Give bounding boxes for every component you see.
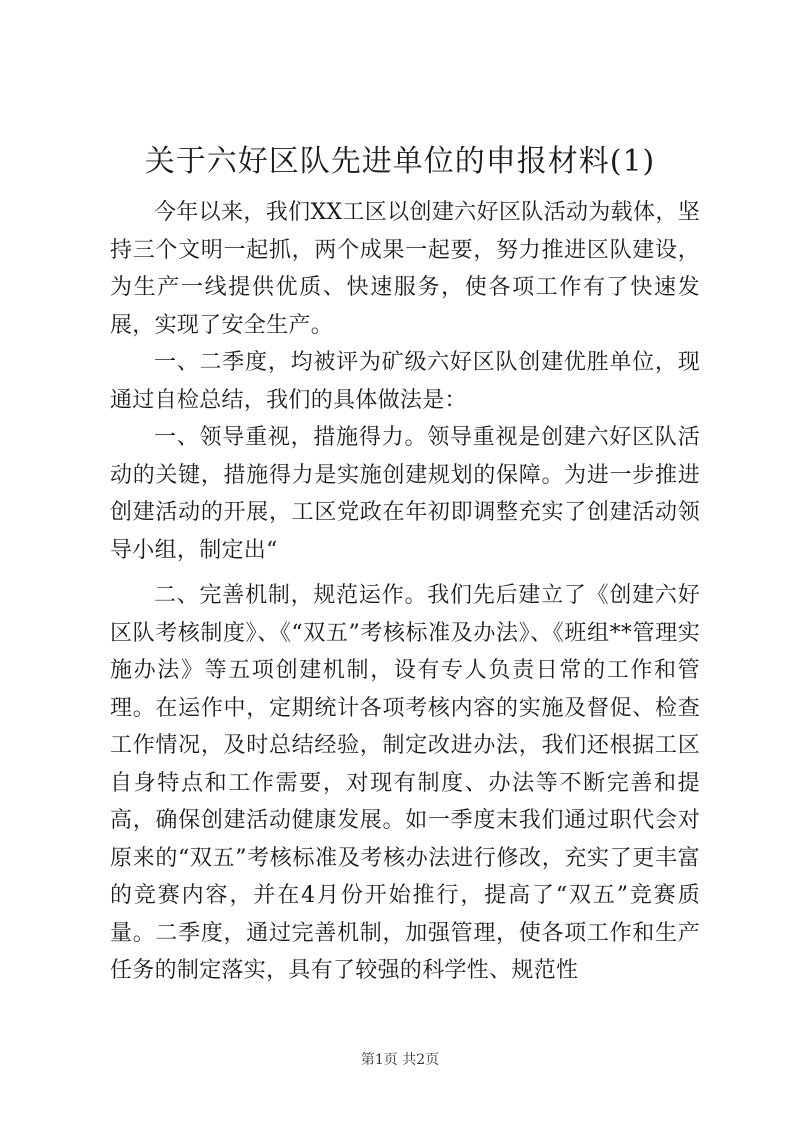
paragraph-summary: 一、二季度，均被评为矿级六好区队创建优胜单位，现通过自检总结，我们的具体做法是： [110,350,700,413]
page-number-footer: 第1页 共2页 [360,1052,440,1068]
paragraph-leadership: 一、领导重视，措施得力。领导重视是创建六好区队活动的关键，措施得力是实施创建规划的保障。为进一步推进创建活动的开展，工区党政在年初即调整充实了创建活动领导小组，制定出“ [110,425,700,563]
document-body [110,194,700,990]
paragraph-intro: 今年以来，我们XX工区以创建六好区队活动为载体，坚持三个文明一起抓，两个成果一起要，努力推进区队建设，为生产一线提供优质、快速服务，使各项工作有了快速发展，实现了安全生产。 [110,200,700,338]
document-title: 关于六好区队先进单位的申报材料(1) [144,144,656,179]
paragraph-mechanism: 二、完善机制，规范运作。我们先后建立了《创建六好区队考核制度》、《“双五”考核标准及办法》、《班组**管理实施办法》等五项创建机制，设有专人负责日常的工作和管理。在运作中，定期统计各项考核内容的实施及督促、检查工作情况，及时总结经验，制定改进办法，我们还根据工区自身特点和工作需要，对现有制度、办法等不断完善和提高，确保创建活动健康发展。如一季度末我们通过职代会对原来的“双五”考核标准及考核办法进行修改，充实了更丰富的竞赛内容，并在4月份开始推行，提高了“双五”竞赛质量。二季度，通过完善机制，加强管理，使各项工作和生产任务的制定落实，具有了较强的科学性、规范性 [110,583,700,983]
